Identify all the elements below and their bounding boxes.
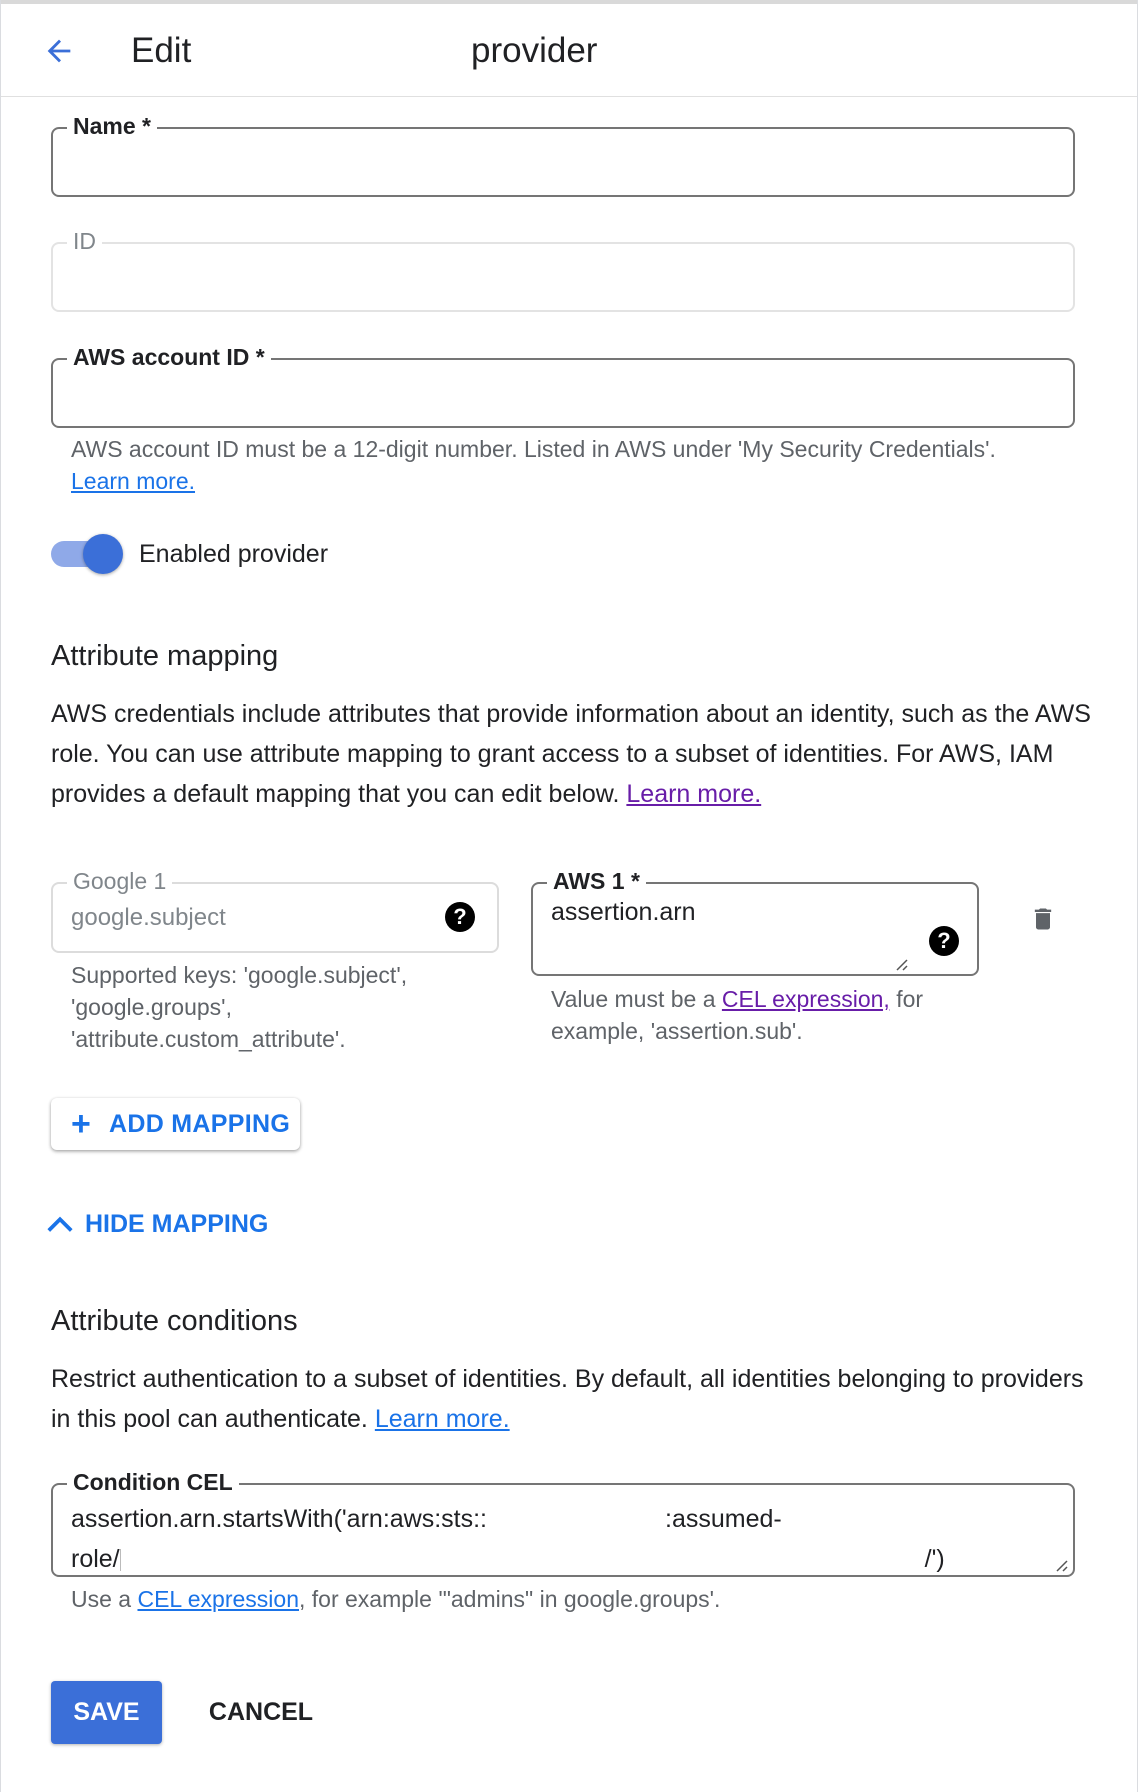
header-edit-label: Edit	[131, 31, 192, 70]
condition-hint-suffix: , for example '"admins" in google.groups'.	[299, 1586, 721, 1612]
aws-attribute-field[interactable]	[531, 868, 979, 976]
aws-attribute-hint	[551, 983, 1011, 1047]
chevron-up-icon	[45, 1212, 75, 1234]
aws-account-id-field[interactable]	[51, 344, 1075, 428]
aws-account-id-label: AWS account ID *	[67, 342, 271, 372]
attribute-conditions-title: Attribute conditions	[51, 1305, 298, 1337]
resize-handle-icon[interactable]	[893, 956, 909, 972]
aws-attribute-value[interactable]: assertion.arn	[551, 898, 696, 926]
aws-account-id-learn-more-link[interactable]: Learn more.	[71, 468, 196, 494]
google-attribute-field[interactable]	[51, 868, 499, 953]
condition-hint-prefix: Use a	[71, 1586, 132, 1612]
google-help-icon[interactable]: ?	[445, 902, 475, 932]
hide-mapping-button[interactable]	[45, 1204, 285, 1244]
name-field-label: Name *	[67, 111, 157, 141]
aws-help-icon[interactable]: ?	[929, 926, 959, 956]
condition-cel-label: Condition CEL	[67, 1467, 239, 1497]
aws-account-id-hint	[71, 433, 1071, 497]
id-field-label: ID	[67, 226, 102, 256]
name-input[interactable]	[53, 129, 1073, 195]
id-field[interactable]	[51, 228, 1075, 312]
condition-resize-handle-icon[interactable]	[1053, 1557, 1069, 1573]
toggle-thumb	[83, 534, 123, 574]
attribute-conditions-description	[51, 1359, 1091, 1439]
google-hint-line-3: 'attribute.custom_attribute'.	[71, 1026, 346, 1052]
id-input[interactable]	[53, 244, 1073, 310]
condition-cel-field[interactable]	[51, 1469, 1075, 1577]
hide-mapping-label: HIDE MAPPING	[85, 1210, 269, 1238]
name-field[interactable]	[51, 113, 1075, 197]
condition-line2-b: /')	[924, 1545, 945, 1573]
arrow-back-icon[interactable]	[41, 34, 77, 68]
enabled-provider-label: Enabled provider	[139, 540, 329, 568]
page-title: provider	[471, 31, 598, 70]
condition-line2-a: role/	[71, 1545, 120, 1573]
cancel-button[interactable]: CANCEL	[208, 1698, 314, 1726]
attribute-mapping-description	[51, 694, 1091, 814]
attribute-mapping-description-text: AWS credentials include attributes that provide information about an identity, such as the AWS role. You can use attribute mapping to grant access to a subset of identities. For AWS, IAM provides a default mapping that you can edit below.	[51, 700, 1091, 808]
attribute-mapping-title: Attribute mapping	[51, 640, 279, 672]
condition-hint-cel-link[interactable]: CEL expression	[137, 1586, 299, 1612]
enabled-provider-toggle[interactable]	[51, 534, 125, 574]
google-hint-line-2: 'google.groups',	[71, 994, 232, 1020]
aws-hint-suffix: for	[896, 986, 924, 1012]
condition-line1-b: :assumed-	[665, 1505, 782, 1533]
condition-cel-value[interactable]	[71, 1499, 945, 1579]
save-button[interactable]: SAVE	[51, 1681, 162, 1744]
aws-hint-prefix: Value must be a	[551, 986, 716, 1012]
delete-icon[interactable]	[1029, 903, 1057, 935]
condition-cel-hint	[71, 1583, 1071, 1615]
google-attribute-hint	[71, 959, 491, 1055]
aws-hint-cel-link[interactable]: CEL expression,	[721, 986, 890, 1012]
google-attribute-label: Google 1	[67, 866, 172, 896]
condition-line1-a: assertion.arn.startsWith('arn:aws:sts::	[71, 1505, 488, 1533]
attribute-conditions-description-text: Restrict authentication to a subset of identities. By default, all identities belonging to providers in this pool can authenticate.	[51, 1365, 1084, 1433]
add-mapping-button[interactable]	[51, 1098, 300, 1150]
attribute-conditions-learn-more-link[interactable]: Learn more.	[374, 1405, 510, 1433]
aws-account-id-hint-text: AWS account ID must be a 12-digit number. Listed in AWS under 'My Security Credentials'.	[71, 436, 996, 462]
aws-attribute-label: AWS 1 *	[547, 866, 646, 896]
google-hint-line-1: Supported keys: 'google.subject',	[71, 962, 408, 988]
attribute-mapping-learn-more-link[interactable]: Learn more.	[626, 780, 762, 808]
add-mapping-label: ADD MAPPING	[109, 1110, 291, 1138]
top-app-bar	[1, 0, 1137, 97]
plus-icon: +	[71, 1105, 91, 1143]
aws-hint-line-2: example, 'assertion.sub'.	[551, 1018, 803, 1044]
